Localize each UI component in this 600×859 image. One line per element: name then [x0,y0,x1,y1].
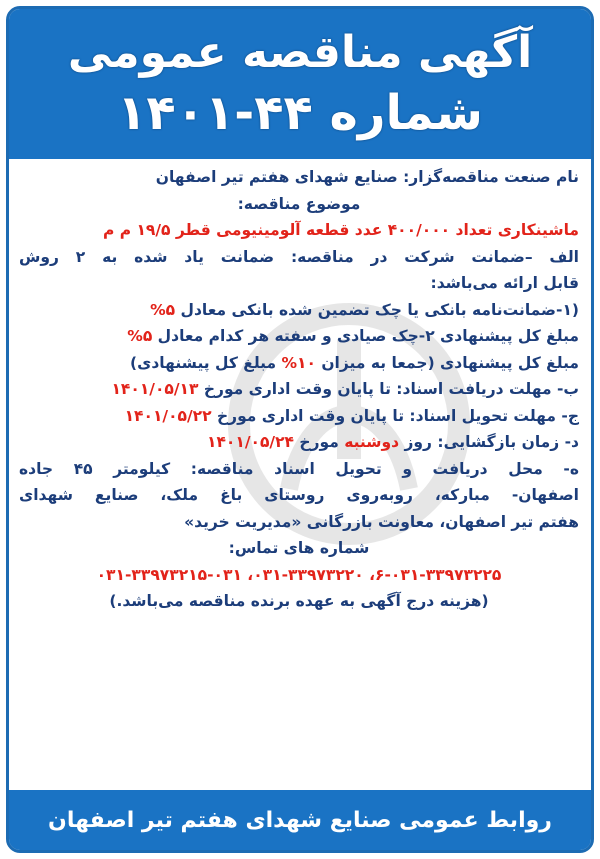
notice-frame [6,6,594,853]
notice-footer [9,790,591,850]
guarantee-method-1-text: (۱-ضمانت‌نامه بانکی یا چک تضمین شده بانکی معادل [175,300,579,319]
guarantee-total-percent: ۱۰% [281,353,316,372]
document-submit-date: ۱۴۰۱/۰۵/۲۲ [124,406,212,425]
opening-label: د- زمان بازگشایی: روز [399,433,579,451]
location-line-1: ه- محل دریافت و تحویل اسناد مناقصه: کیلومتر ۴۵ جاده [19,459,579,478]
opening-date: ۱۴۰۱/۰۵/۲۴ [206,433,294,451]
opening-day: دوشنبه [344,433,400,451]
notice-title: آگهی مناقصه عمومی [67,27,533,78]
guarantee-method-2 [19,324,579,351]
contact-label: شماره های تماس: [228,539,370,557]
guarantee-total [19,351,579,378]
guarantee-total-text-a: مبلغ کل پیشنهادی (جمعا به میزان [315,353,579,372]
footer-public-relations: روابط عمومی صنایع شهدای هفتم تیر اصفهان [48,807,552,833]
document-submit-label: ج- مهلت تحویل اسناد: تا پایان وقت اداری مورخ [211,406,579,425]
location-line-2: اصفهان- مبارکه، روبه‌روی روستای باغ ملک، صنایع شهدای [19,486,579,504]
opening-dated-label: مورخ [294,433,345,451]
tender-organizer: نام صنعت مناقصه‌گزار: صنایع شهدای هفتم تیر اصفهان [155,168,579,186]
opening-time [19,430,579,457]
tender-subject-label: موضوع مناقصه: [237,194,361,213]
contact-numbers: ۶-۰۳۱-۳۳۹۷۳۲۲۵، ۰۳۱-۳۳۹۷۳۲۲۰، ۰۳۱-۳۳۹۷۳۲۱۵-۰۳۱ [96,565,502,584]
notice-number: شماره ۴۴-۱۴۰۱ [117,85,483,141]
guarantee-method-1 [19,298,579,325]
guarantee-method-2-text: مبلغ کل پیشنهادی ۲-چک صیادی و سفته هر کدام معادل [152,327,579,345]
document-receive-deadline [19,377,579,404]
guarantee-subheading: قابل ارائه می‌باشد: [430,274,579,292]
document-receive-label: ب- مهلت دریافت اسناد: تا پایان وقت اداری مورخ [198,380,579,398]
guarantee-heading: الف –ضمانت شرکت در مناقصه: ضمانت یاد شده به ۲ روش [19,247,579,266]
tender-subject: ماشینکاری تعداد ۴۰۰/۰۰۰ عدد قطعه آلومینیومی قطر ۱۹/۵ م م [102,221,579,239]
guarantee-total-text-b: مبلغ کل پیشنهادی) [130,353,282,372]
location-line-3: هفتم تیر اصفهان، معاونت بازرگانی «مدیریت خرید» [184,512,579,531]
guarantee-method-1-percent: ۵% [150,300,176,319]
document-receive-date: ۱۴۰۱/۰۵/۱۳ [111,380,199,398]
notice-body [19,165,579,616]
ad-cost-note: (هزینه درج آگهی به عهده برنده مناقصه می‌باشد.) [109,592,489,610]
notice-header [9,9,591,159]
guarantee-method-2-percent: ۵% [127,327,153,345]
document-submit-deadline [19,404,579,431]
